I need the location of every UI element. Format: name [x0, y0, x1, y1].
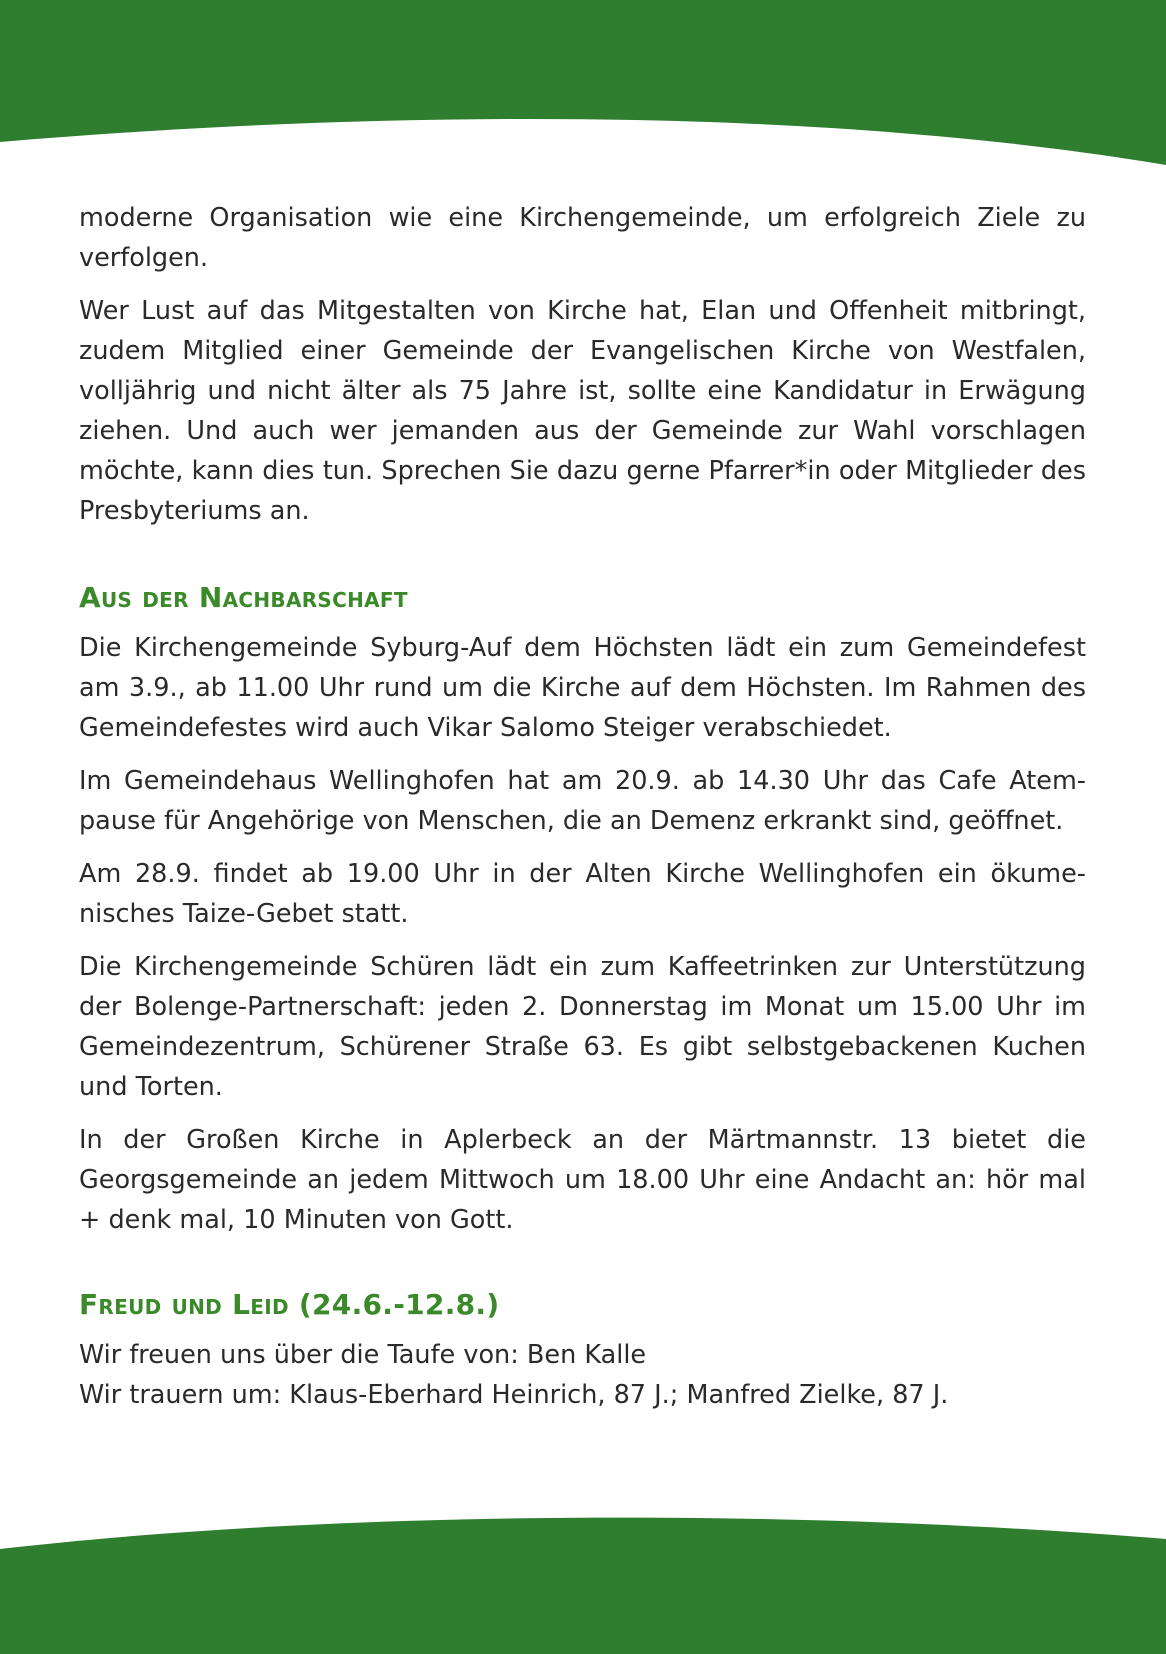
neighbourhood-paragraph-4: Die Kirchengemeinde Schüren lädt ein zum Kaffeetrinken zur Unterstützung der Bolenge-Partnerschaft: jeden 2. Donnerstag im Monat um 15.00 Uhr im Gemeindezentrum, Schürener Straße 63. Es gibt selbstgebackenen Kuchen und Torten.	[79, 952, 1086, 1102]
neighbourhood-paragraph-3: Am 28.9. findet ab 19.00 Uhr in der Alten Kirche Wellinghofen ein ökumenisches Taize-Gebet statt.	[79, 859, 1086, 929]
neighbourhood-paragraph-1: Die Kirchengemeinde Syburg-Auf dem Höchsten lädt ein zum Gemeindefest am 3.9., ab 11.00 Uhr rund um die Kirche auf dem Höchsten. Im Rahmen des Gemeindefestes wird auch Vikar Salomo Steiger verabschiedet.	[79, 633, 1086, 743]
mourning-line: Wir trauern um: Klaus-Eberhard Heinrich, 87 J.; Manfred Zielke, 87 J.	[79, 1380, 949, 1410]
section-heading-neighbourhood: Aus der Nachbarschaft	[79, 581, 408, 614]
bottom-banner-shape	[0, 1518, 1166, 1654]
joy-sorrow-text	[79, 1335, 1086, 1415]
page-content	[79, 198, 1086, 1428]
intro-paragraph-1: moderne Organisation wie eine Kirchengemeinde, um erfolgreich Ziele zu verfolgen.	[79, 203, 1086, 273]
section-heading-joy-sorrow: Freud und Leid (24.6.-12.8.)	[79, 1288, 500, 1321]
bottom-green-banner	[0, 1509, 1166, 1654]
neighbourhood-paragraph-5: In der Großen Kirche in Aplerbeck an der Märtmannstr. 13 bietet die Georgsgemeinde an jedem Mittwoch um 18.00 Uhr eine Andacht an: hör mal + denk mal, 10 Minuten von Gott.	[79, 1125, 1086, 1235]
intro-paragraph-2: Wer Lust auf das Mitgestalten von Kirche hat, Elan und Offenheit mitbringt, zudem Mitglied einer Gemeinde der Evangelischen Kirche von Westfalen, volljährig und nicht älter als 75 Jahre ist, sollte eine Kandidatur in Erwägung ziehen. Und auch wer jemanden aus der Gemeinde zur Wahl vorschlagen möchte, kann dies tun. Sprechen Sie dazu gerne Pfarrer*in oder Mitglieder des Presbyteriums an.	[79, 296, 1086, 526]
top-banner-shape	[0, 0, 1166, 165]
top-green-banner	[0, 0, 1166, 170]
neighbourhood-paragraph-2: Im Gemeindehaus Wellinghofen hat am 20.9. ab 14.30 Uhr das Cafe Atempause für Angehörige von Menschen, die an Demenz erkrankt sind, geöffnet.	[79, 766, 1086, 836]
baptism-line: Wir freuen uns über die Taufe von: Ben Kalle	[79, 1340, 647, 1370]
